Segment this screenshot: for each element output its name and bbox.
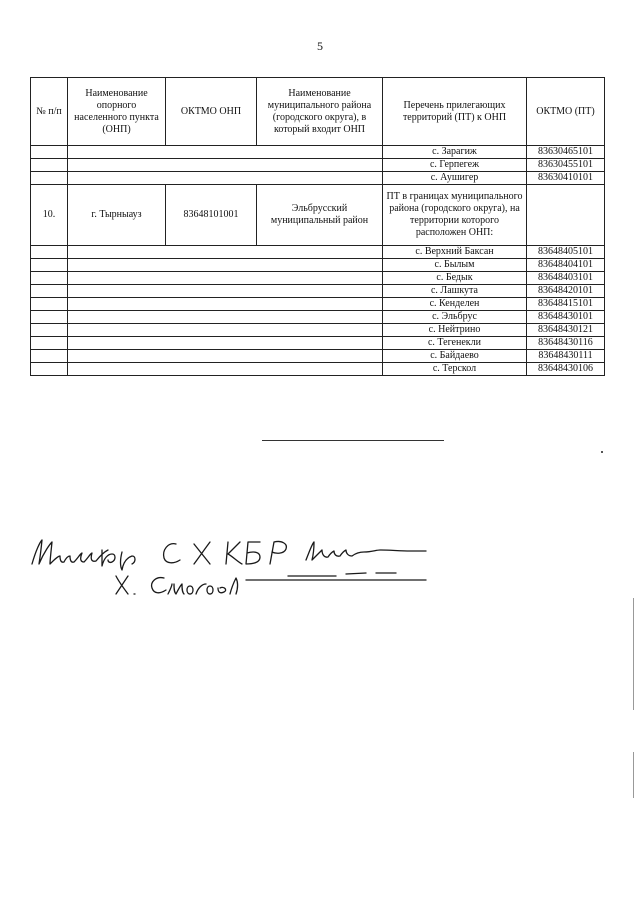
table-row (31, 350, 605, 363)
settlement-code: 83630410101 (527, 172, 605, 185)
header-onp-oktmo: ОКТМО ОНП (166, 78, 257, 146)
signature-image (24, 520, 444, 600)
settlement-name: с. Былым (383, 259, 527, 272)
settlement-code: 83648415101 (527, 298, 605, 311)
empty-cell (31, 285, 68, 298)
page-number: 5 (317, 39, 323, 53)
settlement-name: с. Эльбрус (383, 311, 527, 324)
entry-pt-header-code (527, 185, 605, 246)
empty-cell (68, 363, 383, 376)
table-row (31, 159, 605, 172)
table-row (31, 363, 605, 376)
empty-cell (31, 337, 68, 350)
settlement-name: с. Тегенекли (383, 337, 527, 350)
empty-cell (31, 172, 68, 185)
empty-cell (31, 159, 68, 172)
empty-cell (68, 337, 383, 350)
settlement-code: 83648404101 (527, 259, 605, 272)
settlement-name: с. Терскол (383, 363, 527, 376)
empty-cell (31, 246, 68, 259)
table-row (31, 172, 605, 185)
scan-speck (601, 451, 603, 453)
empty-cell (31, 259, 68, 272)
table-header-row (31, 78, 605, 146)
settlement-code: 83648430116 (527, 337, 605, 350)
table-row (31, 146, 605, 159)
table-row (31, 259, 605, 272)
entry-number: 10. (31, 185, 68, 246)
handwritten-signature (24, 520, 444, 600)
settlement-code: 83648430111 (527, 350, 605, 363)
empty-cell (68, 172, 383, 185)
table-row (31, 285, 605, 298)
header-onp-name: Наименование опорного населенного пункта (ОНП) (68, 78, 166, 146)
settlement-name: с. Бедык (383, 272, 527, 285)
table-row-entry (31, 185, 605, 246)
empty-cell (31, 298, 68, 311)
entry-pt-header: ПТ в границах муниципального района (городского округа), на территории которого расположен ОНП: (383, 185, 527, 246)
empty-cell (68, 350, 383, 363)
table-row (31, 298, 605, 311)
empty-cell (68, 272, 383, 285)
table-row (31, 246, 605, 259)
empty-cell (31, 272, 68, 285)
empty-cell (68, 246, 383, 259)
settlement-code: 83648430106 (527, 363, 605, 376)
table-row (31, 337, 605, 350)
entry-onp-name: г. Тырныауз (68, 185, 166, 246)
settlement-code: 83648405101 (527, 246, 605, 259)
table-row (31, 311, 605, 324)
empty-cell (31, 350, 68, 363)
settlement-code: 83648430101 (527, 311, 605, 324)
empty-cell (68, 285, 383, 298)
empty-cell (68, 159, 383, 172)
scan-edge-mark (633, 598, 634, 710)
header-district: Наименование муниципального района (городского округа), в который входит ОНП (257, 78, 383, 146)
table-row (31, 324, 605, 337)
header-pt-list: Перечень прилегающих территорий (ПТ) к ОНП (383, 78, 527, 146)
empty-cell (68, 324, 383, 337)
settlement-code: 83648420101 (527, 285, 605, 298)
settlement-code: 83630465101 (527, 146, 605, 159)
scan-edge-mark (633, 752, 634, 798)
settlement-name: с. Аушигер (383, 172, 527, 185)
header-number: № п/п (31, 78, 68, 146)
settlement-name: с. Байдаево (383, 350, 527, 363)
empty-cell (31, 324, 68, 337)
table-row (31, 272, 605, 285)
settlement-name: с. Зарагиж (383, 146, 527, 159)
settlement-code: 83648430121 (527, 324, 605, 337)
empty-cell (68, 298, 383, 311)
end-divider (262, 440, 444, 441)
settlement-name: с. Верхний Баксан (383, 246, 527, 259)
entry-onp-oktmo: 83648101001 (166, 185, 257, 246)
empty-cell (68, 259, 383, 272)
empty-cell (31, 311, 68, 324)
settlement-name: с. Кенделен (383, 298, 527, 311)
settlement-code: 83648403101 (527, 272, 605, 285)
empty-cell (68, 146, 383, 159)
entry-district: Эльбрусский муниципальный район (257, 185, 383, 246)
settlements-table (30, 77, 605, 376)
empty-cell (31, 363, 68, 376)
settlement-code: 83630455101 (527, 159, 605, 172)
header-pt-oktmo: ОКТМО (ПТ) (527, 78, 605, 146)
empty-cell (68, 311, 383, 324)
settlement-name: с. Герпегеж (383, 159, 527, 172)
settlement-name: с. Нейтрино (383, 324, 527, 337)
empty-cell (31, 146, 68, 159)
settlement-name: с. Лашкута (383, 285, 527, 298)
